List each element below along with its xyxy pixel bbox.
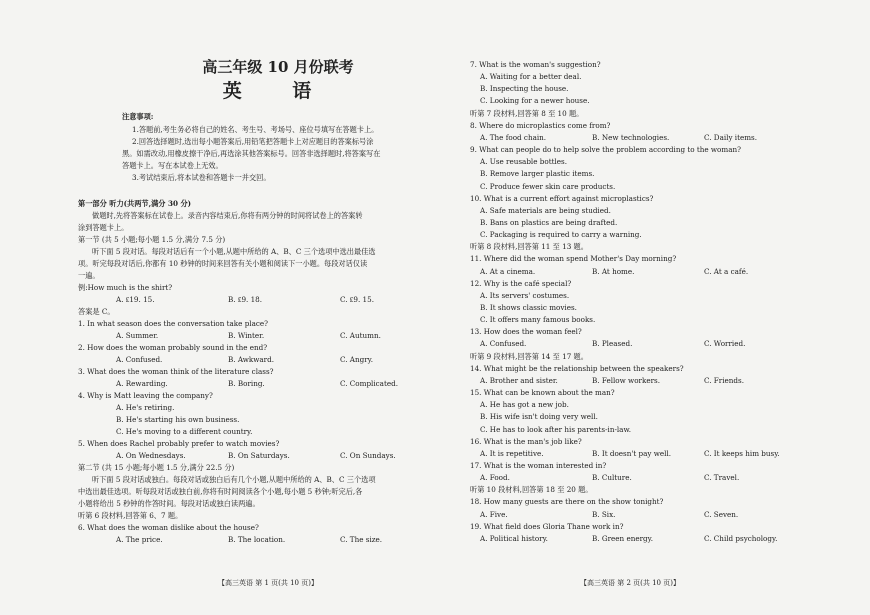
- material-note: 听第 6 段材料,回答第 6、7 题。: [78, 511, 183, 520]
- answer-option: C. He's moving to a different country.: [116, 427, 253, 436]
- answer-option: B. Winter.: [228, 331, 265, 340]
- exam-title: 高三年级 10 月份联考: [202, 58, 354, 76]
- answer-option: A. The price.: [116, 535, 163, 544]
- question-text: 4. Why is Matt leaving the company?: [78, 391, 213, 400]
- example-option: B. ₤9. 18.: [228, 295, 263, 304]
- answer-option: B. It doesn't pay well.: [592, 448, 672, 458]
- answer-option: A. The food chain.: [480, 132, 547, 142]
- question-text: 8. Where do microplastics come from?: [470, 120, 611, 130]
- answer-option: B. Fellow workers.: [592, 375, 660, 385]
- question-text: 16. What is the man's job like?: [470, 436, 582, 446]
- answer-option: A. Confused.: [116, 355, 163, 364]
- answer-option: B. Remove larger plastic items.: [480, 169, 595, 179]
- section-intro-line: 小题将给出 5 秒钟的作答时间。每段对话或独白读两遍。: [78, 499, 260, 508]
- page-1: [78, 0, 478, 615]
- answer-option: B. Bans on plastics are being drafted.: [480, 217, 618, 227]
- notice-line: 答题卡上。写在本试卷上无效。: [122, 161, 223, 170]
- subject-title: 英 语: [222, 80, 334, 102]
- answer-option: B. Culture.: [592, 473, 632, 483]
- answer-option: B. The location.: [228, 535, 286, 544]
- page-2: [470, 0, 870, 615]
- answer-option: A. Food.: [480, 473, 510, 483]
- answer-option: C. Worried.: [704, 339, 746, 349]
- answer-option: C. Autumn.: [340, 331, 381, 340]
- question-text: 7. What is the woman's suggestion?: [470, 60, 601, 69]
- part-heading: 第一部分 听力(共两节,满分 30 分): [78, 199, 192, 208]
- question-text: 11. Where did the woman spend Mother's Day morning?: [470, 254, 677, 264]
- answer-option: A. Rewarding.: [116, 379, 168, 388]
- part-intro-line: 做题时,先将答案标在试卷上。录音内容结束后,你将有两分钟的时间将试卷上的答案转: [92, 211, 363, 220]
- answer-option: A. Use reusable bottles.: [480, 157, 568, 167]
- answer-option: A. At a cinema.: [480, 266, 536, 276]
- question-text: 13. How does the woman feel?: [470, 327, 582, 337]
- answer-option: C. Daily items.: [704, 132, 758, 142]
- example-option: A. ₤19. 15.: [116, 295, 155, 304]
- answer-option: C. On Sundays.: [340, 451, 396, 460]
- answer-option: A. Summer.: [116, 331, 159, 340]
- page-1-footer: 【高三英语 第 1 页(共 10 页)】: [218, 579, 318, 587]
- question-text: 10. What is a current effort against microplastics?: [470, 193, 654, 203]
- page-2-footer: 【高三英语 第 2 页(共 10 页)】: [580, 579, 680, 587]
- question-text: 17. What is the woman interested in?: [470, 460, 607, 470]
- answer-option: C. Travel.: [704, 473, 740, 483]
- answer-option: C. Angry.: [340, 355, 374, 364]
- part-intro-line: 涂到答题卡上。: [78, 223, 129, 232]
- answer-option: A. Safe materials are being studied.: [480, 205, 611, 215]
- question-text: 1. In what season does the conversation take place?: [78, 319, 269, 328]
- question-text: 6. What does the woman dislike about the house?: [78, 523, 259, 532]
- answer-option: B. On Saturdays.: [228, 451, 290, 460]
- material-note: 听第 10 段材料,回答第 18 至 20 题。: [470, 485, 593, 495]
- answer-option: C. Friends.: [704, 375, 744, 385]
- answer-option: B. New technologies.: [592, 132, 670, 142]
- notice-line: 2.回答选择题时,选出每小题答案后,用铅笔把答题卡上对应题目的答案标号涂: [132, 137, 374, 146]
- notice-line: 3.考试结束后,将本试卷和答题卡一并交回。: [132, 173, 271, 182]
- example-answer: 答案是 C。: [78, 307, 115, 316]
- answer-option: C. Packaging is required to carry a warning.: [480, 230, 642, 240]
- answer-option: B. Six.: [592, 509, 616, 519]
- notice-line: 1.答题前,考生务必将自己的姓名、考生号、考场号、座位号填写在答题卡上。: [132, 125, 379, 134]
- answer-option: B. His wife isn't doing very well.: [480, 412, 598, 422]
- answer-option: B. Inspecting the house.: [480, 84, 569, 94]
- answer-option: C. Looking for a newer house.: [480, 96, 590, 106]
- answer-option: A. Confused.: [480, 339, 527, 349]
- section-heading: 第二节 (共 15 小题;每小题 1.5 分,满分 22.5 分): [78, 463, 235, 472]
- section-intro-line: 听下面 5 段对话或独白。每段对话或独白后有几个小题,从题中所给的 A、B、C 三个选项: [92, 475, 376, 484]
- answer-option: A. Waiting for a better deal.: [480, 72, 582, 82]
- answer-option: B. He's starting his own business.: [116, 415, 240, 424]
- answer-option: C. It offers many famous books.: [480, 315, 596, 325]
- answer-option: A. It is repetitive.: [480, 448, 544, 458]
- section-heading: 第一节 (共 5 小题;每小题 1.5 分,满分 7.5 分): [78, 235, 226, 244]
- answer-option: A. Five.: [480, 509, 508, 519]
- answer-option: C. He has to look after his parents-in-law.: [480, 424, 632, 434]
- answer-option: C. Produce fewer skin care products.: [480, 181, 616, 191]
- material-note: 听第 9 段材料,回答第 14 至 17 题。: [470, 351, 588, 361]
- question-text: 3. What does the woman think of the literature class?: [78, 367, 274, 376]
- question-text: 14. What might be the relationship between the speakers?: [470, 363, 684, 373]
- question-text: 18. How many guests are there on the show tonight?: [470, 497, 664, 507]
- section-intro-line: 中选出最佳选项。听每段对话或独白前,你将有时间阅读各个小题,每小题 5 秒钟;听完后,各: [78, 487, 363, 496]
- answer-option: B. Boring.: [228, 379, 265, 388]
- question-text: 9. What can people do to help solve the problem according to the woman?: [470, 145, 741, 155]
- answer-option: A. On Wednesdays.: [116, 451, 186, 460]
- question-text: 15. What can be known about the man?: [470, 388, 615, 398]
- example-option: C. ₤9. 15.: [340, 295, 374, 304]
- answer-option: A. Political history.: [480, 533, 548, 543]
- answer-option: C. Child psychology.: [704, 533, 778, 543]
- question-text: 12. Why is the café special?: [470, 278, 572, 288]
- section-intro-line: 项。听完每段对话后,你都有 10 秒钟的时间来回答有关小题和阅读下一小题。每段对话仅读: [78, 259, 368, 268]
- answer-option: C. Complicated.: [340, 379, 398, 388]
- answer-option: A. Its servers' costumes.: [480, 290, 570, 300]
- question-text: 2. How does the woman probably sound in the end?: [78, 343, 268, 352]
- question-text: 19. What field does Gloria Thane work in?: [470, 521, 624, 531]
- answer-option: C. It keeps him busy.: [704, 448, 780, 458]
- answer-option: B. Awkward.: [228, 355, 274, 364]
- answer-option: C. At a café.: [704, 266, 749, 276]
- material-note: 听第 8 段材料,回答第 11 至 13 题。: [470, 242, 588, 252]
- section-intro-line: 一遍。: [78, 271, 100, 280]
- answer-option: B. It shows classic movies.: [480, 303, 577, 312]
- answer-option: C. Seven.: [704, 509, 739, 519]
- answer-option: C. The size.: [340, 535, 383, 544]
- answer-option: A. He has got a new job.: [480, 400, 569, 410]
- answer-option: A. He's retiring.: [116, 403, 175, 412]
- material-note: 听第 7 段材料,回答第 8 至 10 题。: [470, 108, 584, 118]
- answer-option: B. Green energy.: [592, 533, 654, 543]
- section-intro-line: 听下面 5 段对话。每段对话后有一个小题,从题中所给的 A、B、C 三个选项中选出最佳选: [92, 247, 376, 256]
- answer-option: B. Pleased.: [592, 339, 633, 349]
- example-question: 例:How much is the shirt?: [78, 283, 173, 292]
- notice-heading: 注意事项:: [122, 112, 154, 121]
- notice-line: 黑。如需改动,用橡皮擦干净后,再选涂其他答案标号。回答非选择题时,将答案写在: [122, 149, 381, 158]
- question-text: 5. When does Rachel probably prefer to watch movies?: [78, 439, 280, 448]
- answer-option: B. At home.: [592, 266, 635, 276]
- answer-option: A. Brother and sister.: [480, 375, 558, 385]
